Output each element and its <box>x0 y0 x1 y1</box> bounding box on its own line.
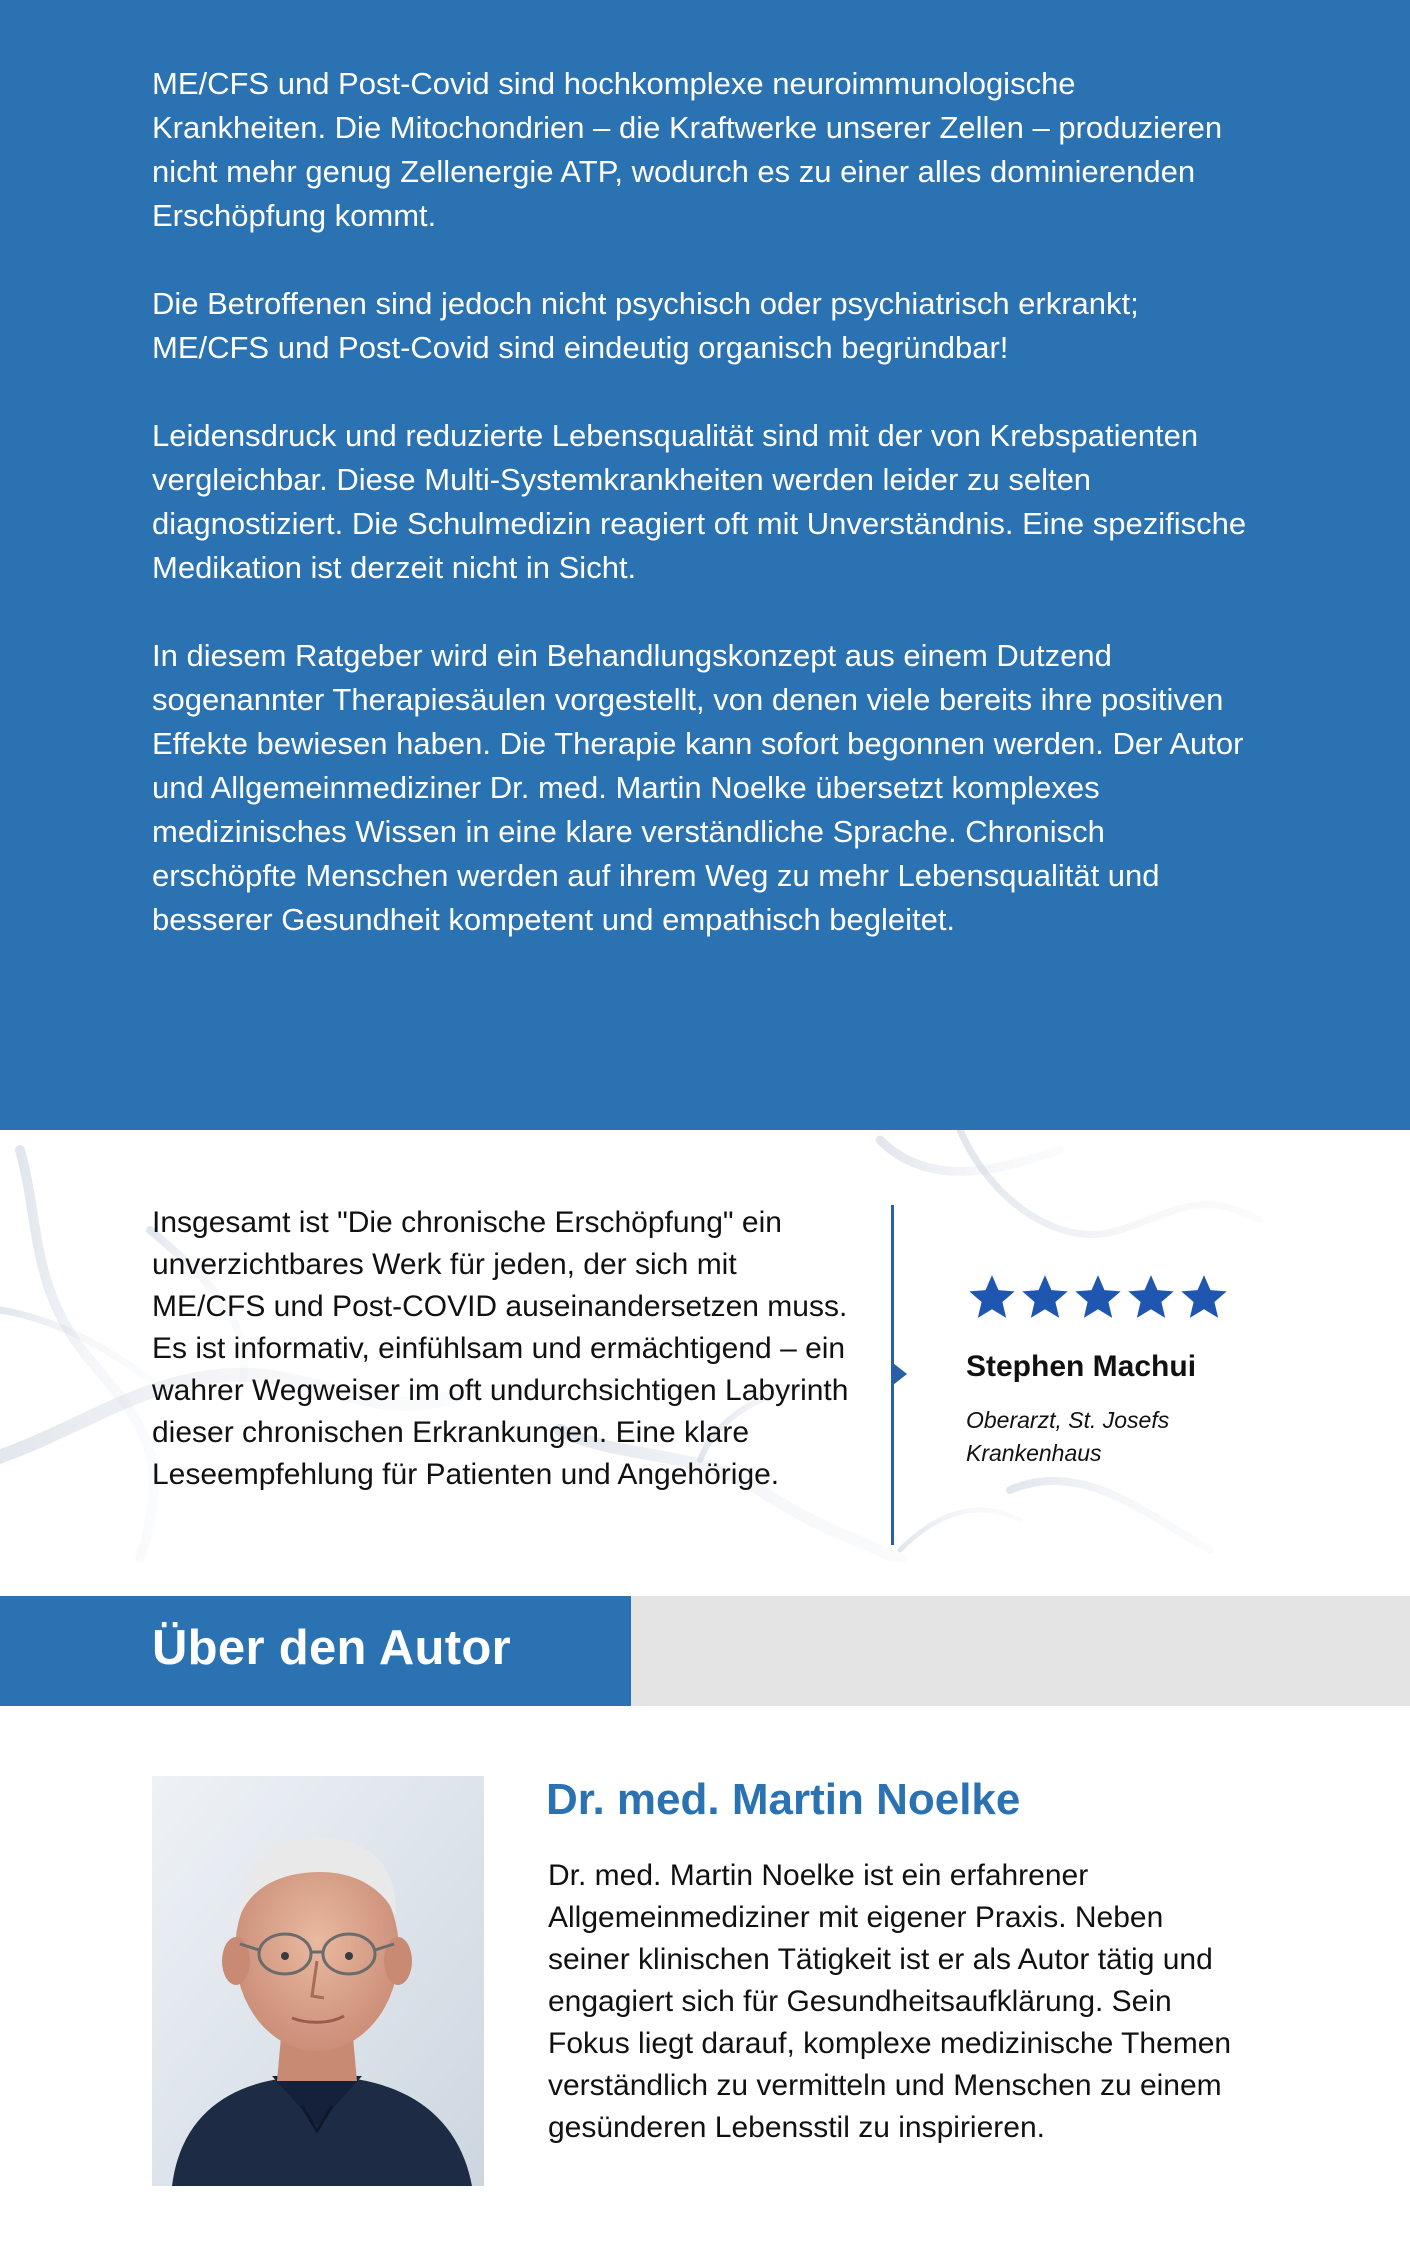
testimonial-section <box>0 1130 1410 1562</box>
star-icon <box>966 1272 1018 1322</box>
about-header-band <box>0 1596 1410 1706</box>
author-portrait-image <box>152 1776 484 2186</box>
star-icon <box>1072 1272 1124 1322</box>
about-heading: Über den Autor <box>152 1621 511 1675</box>
divider-arrow-icon <box>893 1363 907 1385</box>
intro-paragraph-2: Die Betroffenen sind jedoch nicht psychisch oder psychiatrisch erkrankt; ME/CFS und Post-Covid sind eindeutig organisch begründbar! <box>152 286 1139 365</box>
testimonial-quote: Insgesamt ist "Die chronische Erschöpfung" ein unverzichtbares Werk für jeden, der sich mit ME/CFS und Post-COVID auseinandersetzen muss. Es ist informativ, einfühlsam und ermächtigend – ein wahrer Wegweiser im oft undurchsichtigen Labyrinth dieser chronischen Erkrankungen. Eine klare Leseempfehlung für Patienten und Angehörige. <box>152 1206 849 1491</box>
star-icon <box>1178 1272 1230 1322</box>
intro-paragraph-1: ME/CFS und Post-Covid sind hochkomplexe neuroimmunologische Krankheiten. Die Mitochondrien – die Kraftwerke unserer Zellen – produzieren nicht mehr genug Zellenergie ATP, wodurch es zu einer alles dominierenden Erschöpfung kommt. <box>152 66 1223 233</box>
star-icon <box>1125 1272 1177 1322</box>
author-bio: Dr. med. Martin Noelke ist ein erfahrener Allgemeinmediziner mit eigener Praxis. Neben seiner klinischen Tätigkeit ist er als Autor tätig und engagiert sich für Gesundheitsaufklärung. Sein Fokus liegt darauf, komplexe medizinische Themen verständlich zu vermitteln und Menschen zu einem gesünderen Lebensstil zu inspirieren. <box>548 1859 1232 2144</box>
author-name: Dr. med. Martin Noelke <box>546 1775 1021 1824</box>
intro-paragraph-4: In diesem Ratgeber wird ein Behandlungskonzept aus einem Dutzend sogenannter Therapiesäulen vorgestellt, von denen viele bereits ihre positiven Effekte bewiesen haben. Die Therapie kann sofort begonnen werden. Der Autor und Allgemeinmediziner Dr. med. Martin Noelke übersetzt komplexes medizinisches Wissen in eine klare verständliche Sprache. Chronisch erschöpfte Menschen werden auf ihrem Weg zu mehr Lebensqualität und besserer Gesundheit kompetent und empathisch begleitet. <box>152 638 1244 937</box>
reviewer-role: Oberarzt, St. Josefs Krankenhaus <box>966 1407 1170 1466</box>
reviewer-name: Stephen Machui <box>966 1350 1197 1383</box>
star-rating <box>966 1272 1231 1322</box>
about-title-box <box>0 1596 631 1706</box>
author-photo <box>152 1776 484 2186</box>
star-icon <box>1019 1272 1071 1322</box>
intro-paragraph-3: Leidensdruck und reduzierte Lebensqualität sind mit der von Krebspatienten vergleichbar. Diese Multi-Systemkrankheiten werden leider zu selten diagnostiziert. Die Schulmedizin reagiert oft mit Unverständnis. Eine spezifische Medikation ist derzeit nicht in Sicht. <box>152 418 1247 585</box>
